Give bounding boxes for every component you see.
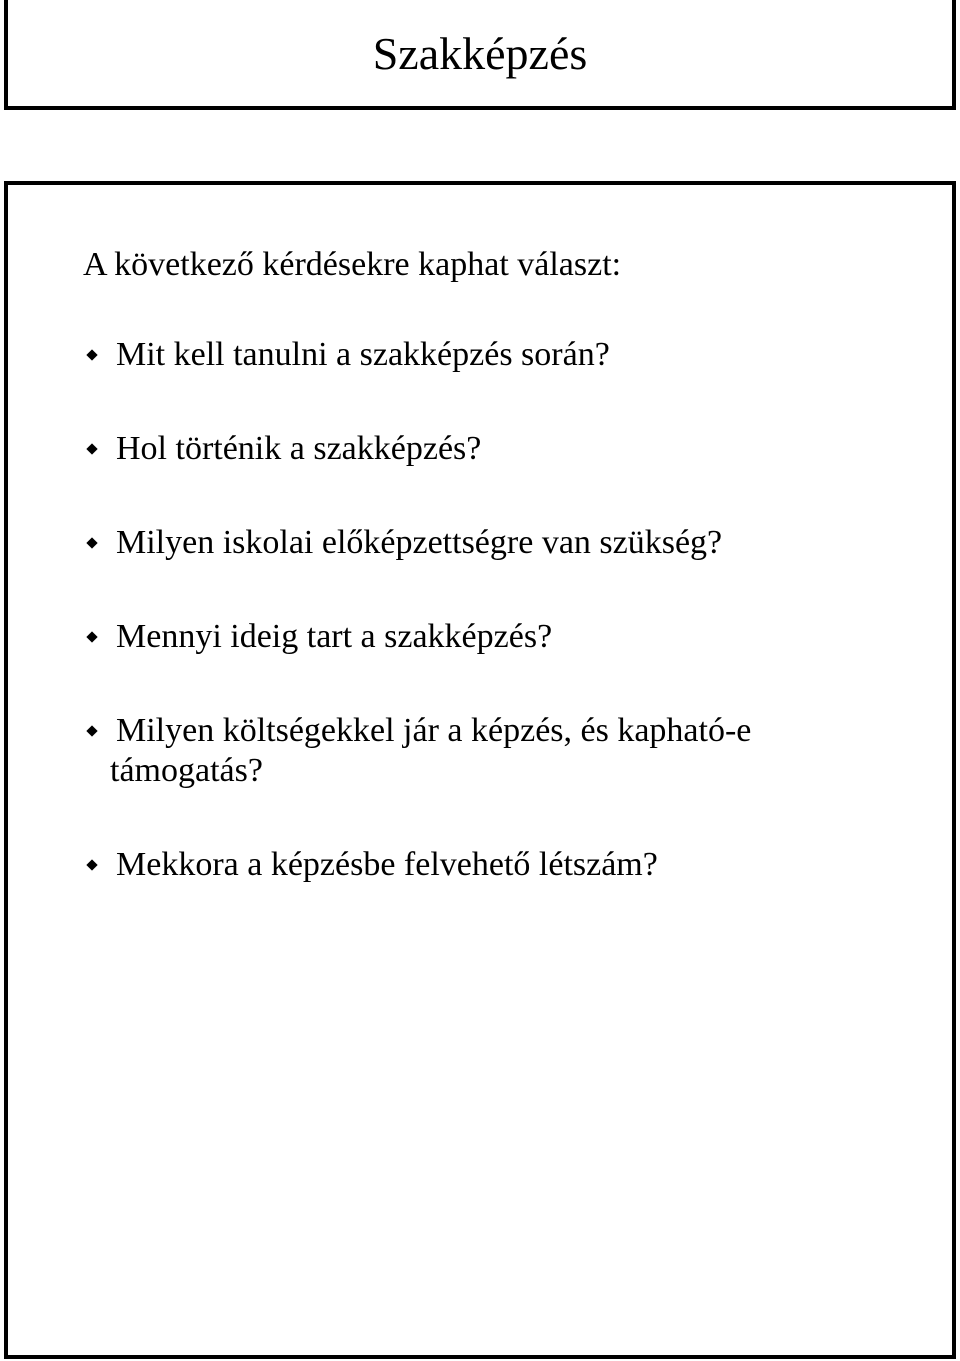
diamond-bullet-icon bbox=[87, 860, 97, 870]
question-text: Hol történik a szakképzés? bbox=[116, 430, 482, 467]
intro-text: A következő kérdésekre kaphat választ: bbox=[83, 246, 622, 283]
diamond-bullet-icon bbox=[87, 444, 97, 454]
list-item bbox=[83, 845, 943, 885]
question-text: Mit kell tanulni a szakképzés során? bbox=[116, 336, 610, 373]
list-item bbox=[83, 711, 943, 791]
list-item bbox=[83, 523, 943, 563]
question-list bbox=[83, 335, 943, 939]
diamond-bullet-icon bbox=[87, 350, 97, 360]
list-item bbox=[83, 335, 943, 375]
question-text: Mekkora a képzésbe felvehető létszám? bbox=[116, 846, 658, 883]
page-title: Szakképzés bbox=[372, 28, 588, 79]
list-item bbox=[83, 617, 943, 657]
question-text-continued: támogatás? bbox=[110, 752, 263, 789]
content-box bbox=[4, 181, 956, 1359]
diamond-bullet-icon bbox=[87, 726, 97, 736]
diamond-bullet-icon bbox=[87, 632, 97, 642]
question-text: Mennyi ideig tart a szakképzés? bbox=[116, 618, 553, 655]
question-text: Milyen iskolai előképzettségre van szükség? bbox=[116, 524, 723, 561]
question-text: Milyen költségekkel jár a képzés, és kapható-e bbox=[116, 712, 752, 749]
list-item bbox=[83, 429, 943, 469]
title-box bbox=[4, 0, 956, 110]
diamond-bullet-icon bbox=[87, 538, 97, 548]
